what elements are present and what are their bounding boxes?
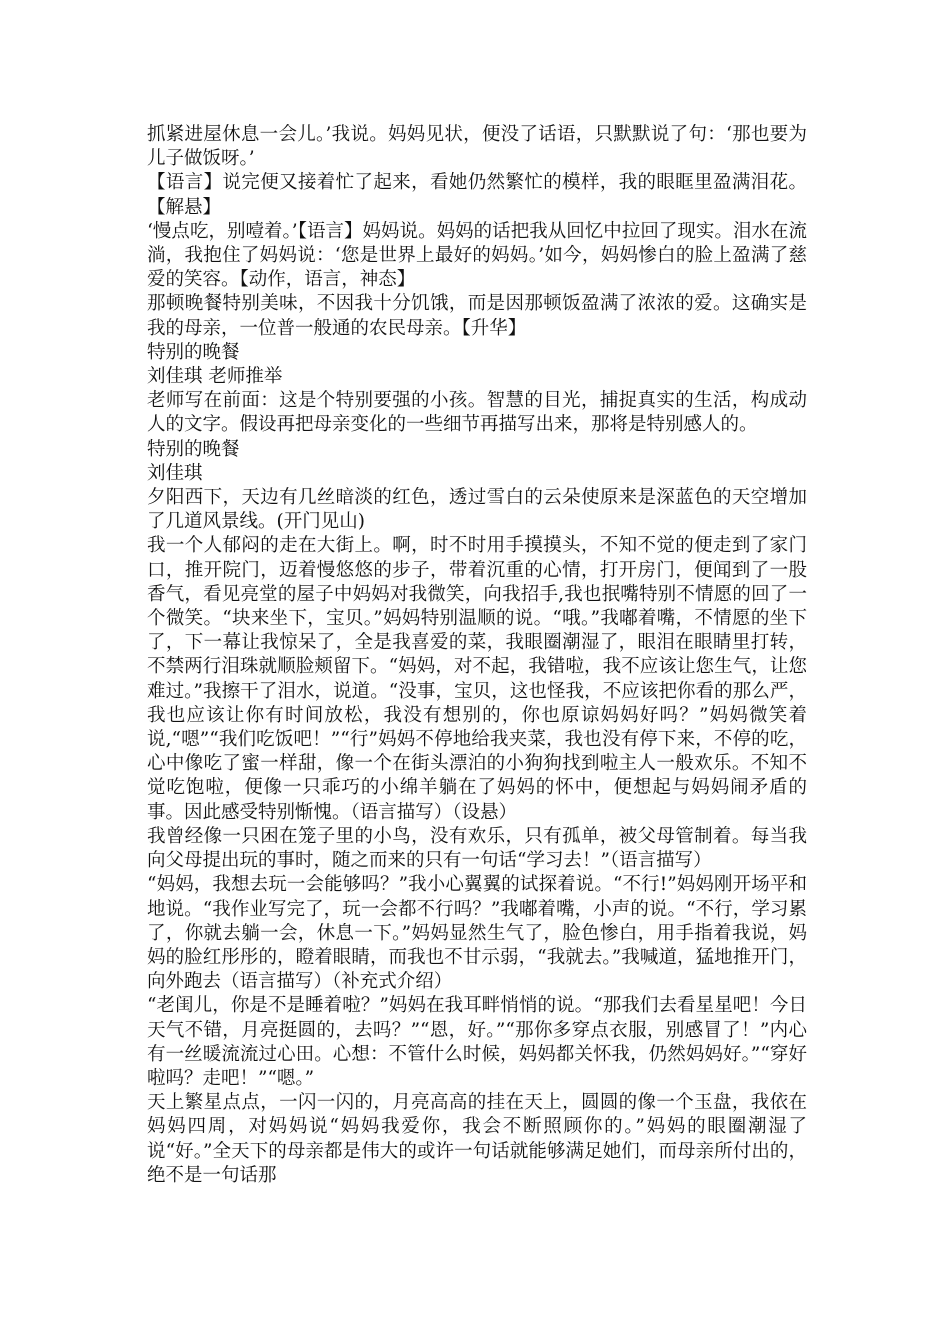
paragraph: 我曾经像一只困在笼子里的小鸟，没有欢乐，只有孤单，被父母管制着。每当我向父母提出玩的事时，随之而来的只有一句话“学习去！”（语言描写） bbox=[147, 825, 807, 872]
teacher-note: 老师写在前面：这是个特别要强的小孩。智慧的目光，捕捉真实的生活，构成动人的文字。假设再把母亲变化的一些细节再描写出来，那将是特别感人的。 bbox=[147, 390, 807, 436]
paragraph: 天上繁星点点，一闪一闪的，月亮高高的挂在天上，圆圆的像一个玉盘，我依在妈妈四周，对妈妈说“妈妈我爱你，我会不断照顾你的。”妈妈的眼圈潮湿了说“好。”全天下的母亲都是伟大的或许一句话就能够满足她们，而母亲所付出的，绝不是一句话那 bbox=[147, 1092, 807, 1186]
paragraph: 抓紧进屋休息一会儿。’我说。妈妈见状，便没了话语，只默默说了句：‘那也要为儿子做饭呀。’ bbox=[147, 124, 807, 170]
paragraph: 夕阳西下，天边有几丝暗淡的红色，透过雪白的云朵使原来是深蓝色的天空增加了几道风景线。(开门见山) bbox=[147, 487, 807, 533]
paragraph: 【语言】说完便又接着忙了起来，看她仍然繁忙的模样，我的眼眶里盈满泪花。【解悬】 bbox=[147, 172, 807, 218]
author-recommendation: 刘佳琪 老师推举 bbox=[147, 366, 283, 388]
paragraph: 我一个人郁闷的走在大街上。啊，时不时用手摸摸头，不知不觉的便走到了家门口，推开院门，迈着慢悠悠的步子，带着沉重的心情，打开房门，便闻到了一股香气，看见亮堂的屋子中妈妈对我微笑，向我招手,我也抿嘴特别不情愿的回了一个微笑。“块来坐下，宝贝。”妈妈特别温顺的说。“哦。”我嘟着嘴，不情愿的坐下了，下一幕让我惊呆了，全是我喜爱的菜，我眼圈潮湿了，眼泪在眼睛里打转，不禁两行泪珠就顺脸颊留下。“妈妈，对不起，我错啦，我不应该让您生气，让您难过。”我擦干了泪水，说道。“没事，宝贝，这也怪我，不应该把你看的那么严，我也应该让你有时间放松，我没有想别的，你也原谅妈妈好吗？”妈妈微笑着说,“嗯”“我们吃饭吧！”“行”妈妈不停地给我夹菜，我也没有停下来，不停的吃，心中像吃了蜜一样甜，像一个在街头漂泊的小狗狗找到啦主人一般欢乐。不知不觉吃饱啦，便像一只乖巧的小绵羊躺在了妈妈的怀中，便想起与妈妈闹矛盾的事。因此感受特别惭愧。（语言描写）（设悬） bbox=[147, 535, 807, 823]
paragraph: “老闺儿，你是不是睡着啦？”妈妈在我耳畔悄悄的说。“那我们去看星星吧！今日天气不错，月亮挺圆的，去吗？”“恩，好。”“那你多穿点衣服，别感冒了！”内心有一丝暖流流过心田。心想：不管什么时候，妈妈都关怀我，仍然妈妈好。”“穿好啦吗？走吧！”“嗯。” bbox=[147, 995, 807, 1089]
essay-title: 特别的晚餐 bbox=[147, 438, 240, 460]
paragraph: “妈妈，我想去玩一会能够吗？”我小心翼翼的试探着说。“不行!”妈妈刚开场平和地说。“我作业写完了，玩一会都不行吗？”我嘟着嘴，小声的说。“不行，学习累了，你就去躺一会，休息一下。”妈妈显然生气了，脸色惨白，用手指着我说，妈妈的脸红彤彤的，瞪着眼睛，而我也不甘示弱，“我就去。”我喊道，猛地推开门，向外跑去（语言描写）（补充式介绍） bbox=[147, 874, 807, 993]
author-name: 刘佳琪 bbox=[147, 462, 203, 484]
document-body bbox=[147, 123, 807, 1188]
paragraph: ‘慢点吃，别噎着。’【语言】妈妈说。妈妈的话把我从回忆中拉回了现实。泪水在流淌，我抱住了妈妈说：‘您是世界上最好的妈妈。’如今，妈妈惨白的脸上盈满了慈爱的笑容。【动作，语言，神态】 bbox=[147, 220, 807, 291]
paragraph: 那顿晚餐特别美味，不因我十分饥饿，而是因那顿饭盈满了浓浓的爱。这确实是我的母亲，一位普一般通的农民母亲。【升华】 bbox=[147, 293, 807, 339]
essay-title: 特别的晚餐 bbox=[147, 341, 240, 363]
